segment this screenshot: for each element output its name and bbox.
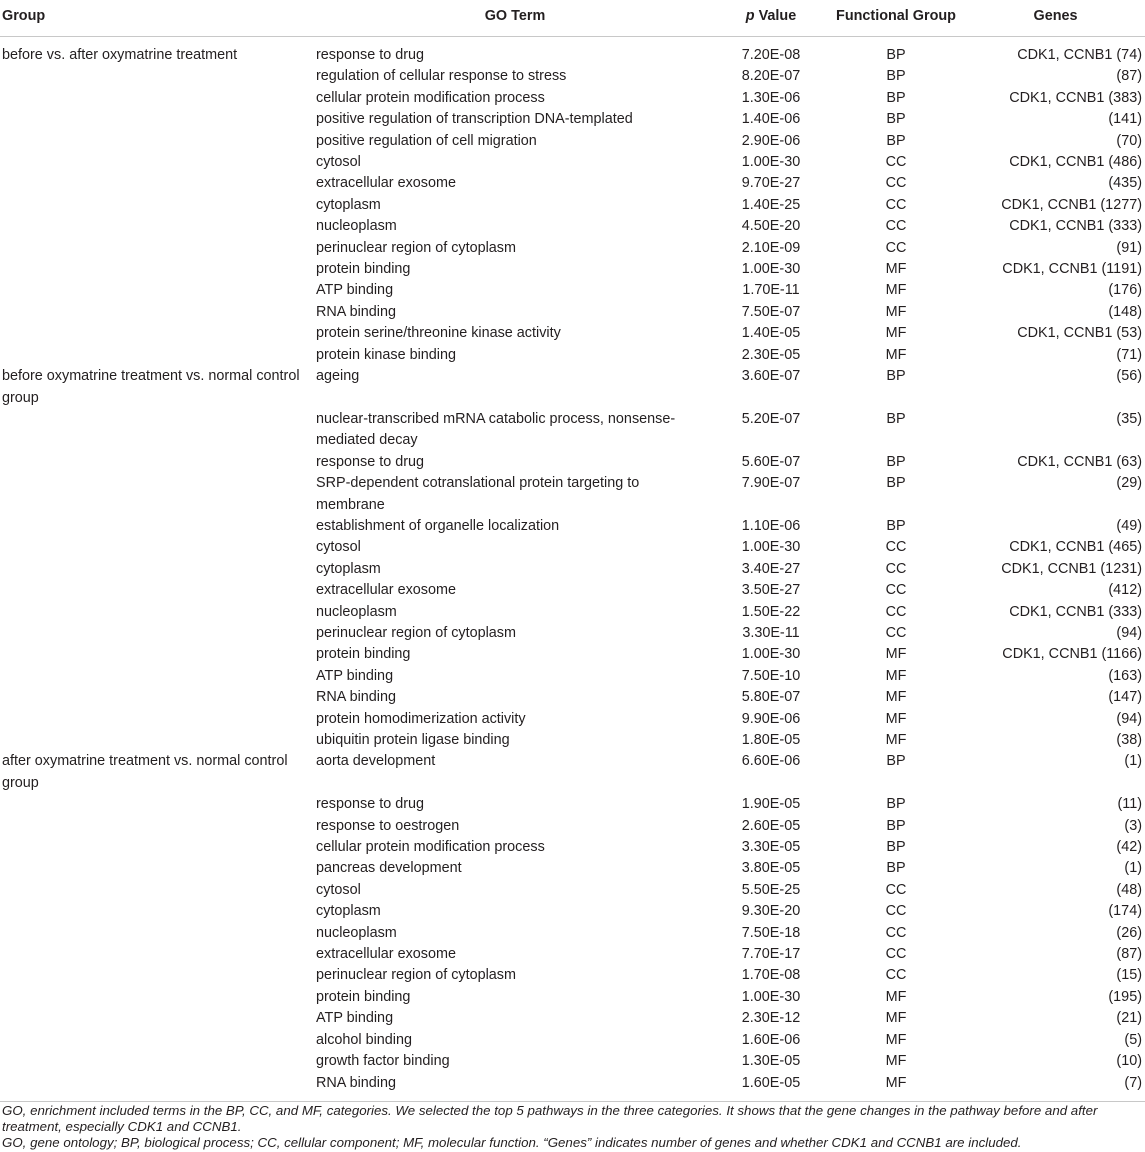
cell-p-value: 8.20E-07 — [741, 68, 801, 85]
table-row — [0, 366, 1145, 409]
cell-functional-group: BP — [886, 817, 906, 834]
cell-genes: CDK1, CCNB1 (1277) — [1001, 196, 1142, 213]
cell-genes: CDK1, CCNB1 (465) — [1009, 539, 1142, 556]
cell-group — [0, 687, 314, 708]
cell-genes: (42) — [1116, 839, 1142, 856]
cell-functional-group: BP — [886, 839, 906, 856]
cell-go-term: nucleoplasm — [316, 603, 397, 620]
cell-group — [0, 987, 314, 1008]
cell-functional-group: MF — [885, 1053, 907, 1070]
cell-go-term: growth factor binding — [316, 1053, 450, 1070]
cell-p-value: 7.50E-07 — [741, 303, 801, 320]
cell-go-term: cellular protein modification process — [316, 89, 545, 106]
cell-go-term: pancreas development — [316, 860, 462, 877]
cell-go-term: response to drug — [316, 453, 425, 470]
cell-p-value: 1.00E-30 — [741, 988, 801, 1005]
table-row — [0, 644, 1145, 665]
cell-functional-group: MF — [885, 346, 907, 363]
table-row — [0, 259, 1145, 280]
cell-go-term: cytoplasm — [316, 196, 381, 213]
header-go-term: GO Term — [484, 8, 546, 24]
cell-genes: (176) — [1108, 282, 1142, 299]
footnote-2: GO, gene ontology; BP, biological process; CC, cellular component; MF, molecular function. “Genes” indicates number of genes and whether CDK1 and CCNB1 are included. — [2, 1135, 1022, 1150]
cell-group — [0, 1030, 314, 1051]
cell-genes: (91) — [1116, 239, 1142, 256]
cell-p-value: 7.50E-18 — [741, 924, 801, 941]
table-row — [0, 880, 1145, 901]
cell-group: before oxymatrine treatment vs. normal control group — [2, 368, 300, 406]
table-row — [0, 580, 1145, 601]
table-row — [0, 37, 1145, 67]
cell-group — [0, 602, 314, 623]
cell-genes: (412) — [1108, 582, 1142, 599]
cell-functional-group: BP — [886, 796, 906, 813]
table-row — [0, 195, 1145, 216]
cell-p-value: 7.50E-10 — [741, 667, 801, 684]
table-row — [0, 858, 1145, 879]
table-row — [0, 559, 1145, 580]
table-row — [0, 944, 1145, 965]
cell-functional-group: BP — [886, 860, 906, 877]
cell-p-value: 3.60E-07 — [741, 368, 801, 385]
cell-genes: (10) — [1116, 1053, 1142, 1070]
cell-group: after oxymatrine treatment vs. normal control group — [2, 753, 288, 791]
cell-p-value: 5.20E-07 — [741, 410, 801, 427]
table-row — [0, 687, 1145, 708]
cell-p-value: 1.00E-30 — [741, 539, 801, 556]
cell-go-term: alcohol binding — [316, 1031, 413, 1048]
table-row — [0, 323, 1145, 344]
cell-p-value: 1.30E-06 — [741, 89, 801, 106]
cell-genes: (26) — [1116, 924, 1142, 941]
cell-group — [0, 644, 314, 665]
cell-group — [0, 666, 314, 687]
cell-functional-group: CC — [885, 196, 907, 213]
cell-go-term: cytosol — [316, 881, 361, 898]
cell-genes: (49) — [1116, 517, 1142, 534]
cell-functional-group: CC — [885, 175, 907, 192]
header-genes: Genes — [1033, 8, 1078, 24]
cell-p-value: 1.40E-06 — [741, 111, 801, 128]
cell-group — [0, 858, 314, 879]
cell-group — [0, 216, 314, 237]
cell-functional-group: CC — [885, 239, 907, 256]
cell-go-term: RNA binding — [316, 1074, 396, 1091]
cell-group — [0, 409, 314, 452]
cell-p-value: 1.60E-06 — [741, 1031, 801, 1048]
cell-functional-group: BP — [886, 68, 906, 85]
header-p-letter: p — [745, 8, 755, 24]
cell-group — [0, 901, 314, 922]
cell-genes: (71) — [1116, 346, 1142, 363]
cell-genes: CDK1, CCNB1 (333) — [1009, 603, 1142, 620]
cell-genes: CDK1, CCNB1 (333) — [1009, 218, 1142, 235]
table-row — [0, 730, 1145, 751]
cell-functional-group: BP — [886, 410, 906, 427]
cell-genes: CDK1, CCNB1 (486) — [1009, 154, 1142, 171]
cell-functional-group: CC — [885, 218, 907, 235]
cell-genes: (435) — [1108, 175, 1142, 192]
cell-go-term: response to drug — [316, 47, 425, 63]
table-row — [0, 965, 1145, 986]
cell-go-term: cytoplasm — [316, 560, 381, 577]
cell-go-term: extracellular exosome — [316, 946, 456, 963]
cell-group — [0, 345, 314, 366]
cell-p-value: 1.80E-05 — [741, 732, 801, 748]
cell-p-value: 1.70E-08 — [741, 967, 801, 984]
cell-go-term: perinuclear region of cytoplasm — [316, 239, 516, 256]
cell-go-term: ubiquitin protein ligase binding — [316, 732, 510, 748]
cell-go-term: ATP binding — [316, 1010, 394, 1027]
cell-group — [0, 837, 314, 858]
header-p-value — [716, 6, 826, 37]
cell-genes: (3) — [1124, 817, 1142, 834]
cell-group — [0, 302, 314, 323]
cell-genes: (1) — [1124, 860, 1142, 877]
table-row — [0, 473, 1145, 516]
cell-go-term: cellular protein modification process — [316, 839, 545, 856]
cell-genes: (48) — [1116, 881, 1142, 898]
cell-functional-group: CC — [885, 154, 907, 171]
cell-functional-group: BP — [886, 111, 906, 128]
cell-go-term: regulation of cellular response to stress — [316, 68, 567, 85]
cell-genes: CDK1, CCNB1 (74) — [1017, 47, 1142, 63]
cell-go-term: response to oestrogen — [316, 817, 460, 834]
table-row — [0, 794, 1145, 815]
cell-p-value: 1.60E-05 — [741, 1074, 801, 1091]
table-row — [0, 152, 1145, 173]
cell-group — [0, 173, 314, 194]
cell-group — [0, 238, 314, 259]
go-enrichment-table — [0, 6, 1145, 1102]
cell-genes: (195) — [1108, 988, 1142, 1005]
cell-p-value: 5.80E-07 — [741, 689, 801, 706]
cell-functional-group: MF — [885, 1010, 907, 1027]
cell-group — [0, 259, 314, 280]
cell-p-value: 4.50E-20 — [741, 218, 801, 235]
cell-group — [0, 131, 314, 152]
cell-p-value: 1.00E-30 — [741, 646, 801, 663]
table-row — [0, 1073, 1145, 1102]
table-row — [0, 709, 1145, 730]
cell-functional-group: CC — [885, 903, 907, 920]
cell-go-term: protein binding — [316, 261, 411, 278]
cell-go-term: establishment of organelle localization — [316, 517, 560, 534]
cell-genes: CDK1, CCNB1 (1166) — [1002, 646, 1142, 663]
cell-go-term: positive regulation of cell migration — [316, 132, 537, 149]
table-row — [0, 238, 1145, 259]
table-row — [0, 751, 1145, 794]
table-row — [0, 1051, 1145, 1072]
cell-group — [0, 923, 314, 944]
cell-functional-group: CC — [885, 624, 907, 641]
cell-p-value: 6.60E-06 — [741, 753, 801, 770]
cell-go-term: nucleoplasm — [316, 924, 397, 941]
cell-p-value: 1.90E-05 — [741, 796, 801, 813]
cell-go-term: nucleoplasm — [316, 218, 397, 235]
footnote-1: GO, enrichment included terms in the BP, CC, and MF, categories. We selected the top 5 pathways in the three categories. It shows that the gene changes in the pathway before and after treatment, especially CDK1 and CCNB1. — [2, 1103, 1098, 1134]
cell-functional-group: BP — [886, 475, 906, 492]
cell-group — [0, 944, 314, 965]
cell-p-value: 1.40E-25 — [741, 196, 801, 213]
cell-genes: CDK1, CCNB1 (53) — [1017, 325, 1142, 342]
table-row — [0, 923, 1145, 944]
cell-p-value: 1.40E-05 — [741, 325, 801, 342]
cell-functional-group: CC — [885, 560, 907, 577]
cell-go-term: ATP binding — [316, 282, 394, 299]
cell-functional-group: CC — [885, 967, 907, 984]
cell-functional-group: MF — [885, 689, 907, 706]
table-row — [0, 216, 1145, 237]
cell-group — [0, 794, 314, 815]
cell-functional-group: BP — [886, 453, 906, 470]
table-row — [0, 1008, 1145, 1029]
cell-p-value: 2.60E-05 — [741, 817, 801, 834]
cell-group — [0, 1073, 314, 1102]
cell-genes: (148) — [1108, 303, 1142, 320]
cell-group — [0, 473, 314, 516]
cell-group — [0, 965, 314, 986]
cell-genes: CDK1, CCNB1 (383) — [1009, 89, 1142, 106]
cell-group — [0, 709, 314, 730]
cell-functional-group: MF — [885, 282, 907, 299]
header-functional-group: Functional Group — [836, 8, 956, 24]
cell-group — [0, 88, 314, 109]
cell-functional-group: MF — [885, 325, 907, 342]
cell-functional-group: BP — [886, 132, 906, 149]
cell-functional-group: MF — [885, 1074, 907, 1091]
cell-group — [0, 152, 314, 173]
table-row — [0, 987, 1145, 1008]
header-group: Group — [2, 8, 46, 24]
table-row — [0, 452, 1145, 473]
cell-group — [0, 452, 314, 473]
cell-functional-group: BP — [886, 368, 906, 385]
cell-go-term: positive regulation of transcription DNA-templated — [316, 111, 633, 128]
cell-genes: (70) — [1116, 132, 1142, 149]
cell-functional-group: BP — [886, 47, 906, 63]
table-row — [0, 666, 1145, 687]
cell-go-term: protein homodimerization activity — [316, 710, 526, 727]
cell-genes: (174) — [1108, 903, 1142, 920]
cell-functional-group: MF — [885, 1031, 907, 1048]
cell-p-value: 2.90E-06 — [741, 132, 801, 149]
cell-go-term: perinuclear region of cytoplasm — [316, 624, 516, 641]
cell-p-value: 5.50E-25 — [741, 881, 801, 898]
cell-go-term: cytoplasm — [316, 903, 381, 920]
cell-genes: CDK1, CCNB1 (1191) — [1002, 261, 1142, 278]
cell-group — [0, 880, 314, 901]
cell-go-term: cytosol — [316, 539, 361, 556]
cell-functional-group: BP — [886, 89, 906, 106]
cell-p-value: 1.30E-05 — [741, 1053, 801, 1070]
cell-p-value: 7.70E-17 — [741, 946, 801, 963]
header-p-word: Value — [758, 8, 797, 24]
cell-go-term: aorta development — [316, 753, 436, 770]
cell-genes: (87) — [1116, 68, 1142, 85]
cell-functional-group: MF — [885, 303, 907, 320]
cell-functional-group: CC — [885, 946, 907, 963]
table-row — [0, 66, 1145, 87]
table-row — [0, 109, 1145, 130]
table-row — [0, 516, 1145, 537]
cell-go-term: ATP binding — [316, 667, 394, 684]
cell-genes: (29) — [1116, 475, 1142, 492]
cell-group — [0, 66, 314, 87]
cell-genes: (7) — [1124, 1074, 1142, 1091]
cell-p-value: 1.50E-22 — [741, 603, 801, 620]
cell-p-value: 3.50E-27 — [741, 582, 801, 599]
cell-p-value: 3.30E-05 — [741, 839, 801, 856]
cell-go-term: response to drug — [316, 796, 425, 813]
cell-go-term: perinuclear region of cytoplasm — [316, 967, 516, 984]
cell-p-value: 3.40E-27 — [741, 560, 801, 577]
cell-genes: (38) — [1116, 732, 1142, 748]
cell-functional-group: CC — [885, 539, 907, 556]
cell-genes: (87) — [1116, 946, 1142, 963]
cell-genes: (94) — [1116, 710, 1142, 727]
cell-p-value: 5.60E-07 — [741, 453, 801, 470]
cell-p-value: 3.80E-05 — [741, 860, 801, 877]
cell-go-term: extracellular exosome — [316, 175, 456, 192]
table-header — [0, 6, 1145, 37]
cell-group: before vs. after oxymatrine treatment — [2, 47, 238, 63]
cell-go-term: RNA binding — [316, 303, 396, 320]
cell-functional-group: BP — [886, 753, 906, 770]
cell-group — [0, 537, 314, 558]
cell-functional-group: MF — [885, 667, 907, 684]
table-row — [0, 173, 1145, 194]
cell-functional-group: MF — [885, 646, 907, 663]
cell-genes: (5) — [1124, 1031, 1142, 1048]
table-row — [0, 1030, 1145, 1051]
cell-functional-group: MF — [885, 261, 907, 278]
cell-p-value: 9.30E-20 — [741, 903, 801, 920]
cell-go-term: SRP-dependent cotranslational protein targeting to membrane — [316, 475, 640, 513]
table-row — [0, 280, 1145, 301]
cell-p-value: 2.30E-05 — [741, 346, 801, 363]
cell-p-value: 7.20E-08 — [741, 47, 801, 63]
cell-group — [0, 195, 314, 216]
cell-functional-group: CC — [885, 881, 907, 898]
cell-go-term: ageing — [316, 368, 360, 385]
table-row — [0, 88, 1145, 109]
cell-p-value: 1.10E-06 — [741, 517, 801, 534]
cell-go-term: protein binding — [316, 646, 411, 663]
cell-genes: (21) — [1116, 1010, 1142, 1027]
cell-genes: (94) — [1116, 624, 1142, 641]
cell-group — [0, 323, 314, 344]
cell-genes: (15) — [1116, 967, 1142, 984]
cell-genes: (1) — [1124, 753, 1142, 770]
cell-p-value: 2.30E-12 — [741, 1010, 801, 1027]
cell-go-term: cytosol — [316, 154, 361, 171]
cell-group — [0, 559, 314, 580]
cell-go-term: nuclear-transcribed mRNA catabolic process, nonsense-mediated decay — [316, 410, 676, 449]
cell-group — [0, 1051, 314, 1072]
cell-go-term: protein binding — [316, 988, 411, 1005]
table-row — [0, 302, 1145, 323]
table-row — [0, 901, 1145, 922]
cell-functional-group: MF — [885, 710, 907, 727]
cell-p-value: 9.70E-27 — [741, 175, 801, 192]
table-body — [0, 37, 1145, 1102]
cell-genes: CDK1, CCNB1 (1231) — [1001, 560, 1142, 577]
cell-p-value: 2.10E-09 — [741, 239, 801, 256]
cell-p-value: 1.00E-30 — [741, 261, 801, 278]
cell-group — [0, 516, 314, 537]
table-row — [0, 131, 1145, 152]
table-row — [0, 345, 1145, 366]
cell-group — [0, 109, 314, 130]
cell-p-value: 9.90E-06 — [741, 710, 801, 727]
cell-p-value: 3.30E-11 — [742, 624, 800, 641]
cell-group — [0, 1008, 314, 1029]
table-row — [0, 602, 1145, 623]
cell-go-term: extracellular exosome — [316, 582, 456, 599]
cell-group — [0, 730, 314, 751]
cell-genes: (35) — [1116, 410, 1142, 427]
cell-functional-group: BP — [886, 517, 906, 534]
table-row — [0, 537, 1145, 558]
table-footnotes — [2, 1103, 1142, 1151]
cell-group — [0, 623, 314, 644]
cell-go-term: protein serine/threonine kinase activity — [316, 325, 561, 342]
table-row — [0, 816, 1145, 837]
table-row — [0, 837, 1145, 858]
cell-go-term: RNA binding — [316, 689, 396, 706]
cell-genes: (147) — [1108, 689, 1142, 706]
cell-group — [0, 580, 314, 601]
cell-genes: (141) — [1108, 111, 1142, 128]
cell-functional-group: CC — [885, 924, 907, 941]
cell-functional-group: MF — [885, 988, 907, 1005]
cell-group — [0, 816, 314, 837]
cell-go-term: protein kinase binding — [316, 346, 457, 363]
cell-functional-group: MF — [885, 732, 907, 748]
cell-genes: (11) — [1117, 796, 1142, 813]
table-row — [0, 623, 1145, 644]
cell-p-value: 1.00E-30 — [741, 154, 801, 171]
cell-group — [0, 280, 314, 301]
cell-functional-group: CC — [885, 582, 907, 599]
header-row — [0, 6, 1145, 37]
cell-genes: CDK1, CCNB1 (63) — [1017, 453, 1142, 470]
cell-p-value: 7.90E-07 — [741, 475, 801, 492]
cell-genes: (56) — [1116, 368, 1142, 385]
cell-functional-group: CC — [885, 603, 907, 620]
cell-genes: (163) — [1108, 667, 1142, 684]
table-row — [0, 409, 1145, 452]
cell-p-value: 1.70E-11 — [742, 282, 800, 299]
